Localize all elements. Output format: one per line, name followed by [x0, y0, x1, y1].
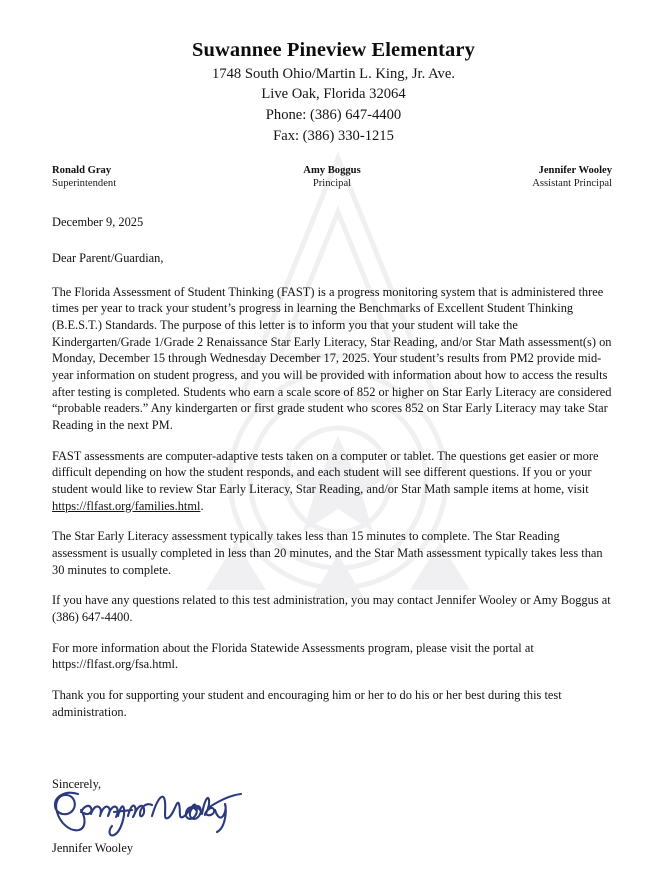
paragraph-text-tail: .	[200, 498, 204, 513]
letter-salutation: Dear Parent/Guardian,	[52, 250, 164, 265]
school-fax: Fax: (386) 330-1215	[273, 127, 394, 144]
staff-directory	[52, 164, 612, 192]
staff-title: Principal	[312, 178, 352, 190]
staff-name: Amy Boggus	[303, 164, 361, 176]
staff-assistant-principal	[425, 164, 612, 192]
paragraph-thank-you: Thank you for supporting your student and encouraging him or her to do his or her best during this test administration.	[52, 687, 562, 719]
staff-name: Jennifer Wooley	[538, 164, 613, 176]
paragraph-contact-info: If you have any questions related to this test administration, you may contact Jennifer Wooley or Amy Boggus at (386) 647-4400.	[52, 593, 611, 624]
staff-title: Assistant Principal	[532, 178, 613, 190]
staff-title: Superintendent	[52, 178, 117, 190]
families-sample-items-link[interactable]: https://flfast.org/families.html	[52, 498, 201, 513]
paragraph-text-lead: FAST assessments are computer-adaptive tests taken on a computer or tablet. The questions get easier or more difficult depending on how the student responds, and each student will see different questions. If you or your student would like to review Star Early Literacy, Star Reading, and/or Star Math sample items at home, visit	[52, 448, 599, 496]
school-name: Suwannee Pineview Elementary	[192, 39, 475, 61]
letter-date: December 9, 2025	[52, 215, 144, 230]
paragraph-assessment-durations: The Star Early Literacy assessment typically takes less than 15 minutes to complete. The Star Reading assessment is usually completed in less than 20 minutes, and the Star Math assessment typically takes less than 30 minutes to complete.	[52, 529, 603, 577]
paragraph-more-information: For more information about the Florida Statewide Assessments program, please visit the portal at https://flfast.org/fsa.html.	[52, 640, 534, 672]
staff-superintendent	[52, 164, 239, 192]
signer-name: Jennifer Wooley	[52, 841, 134, 856]
school-city-state-zip: Live Oak, Florida 32064	[261, 86, 406, 103]
school-street-address: 1748 South Ohio/Martin L. King, Jr. Ave.	[212, 65, 455, 82]
paragraph-computer-adaptive	[52, 448, 612, 515]
handwritten-signature	[48, 786, 248, 838]
closing-block	[52, 776, 667, 856]
letterhead	[0, 0, 667, 147]
staff-principal	[239, 164, 426, 192]
letter-body	[52, 191, 612, 720]
staff-name: Ronald Gray	[52, 164, 112, 176]
closing-sincerely: Sincerely,	[52, 777, 102, 792]
school-phone: Phone: (386) 647-4400	[265, 107, 402, 124]
paragraph-fast-overview: The Florida Assessment of Student Thinking (FAST) is a progress monitoring system that is administered three times per year to track your student’s progress in learning the Benchmarks of Excellent Student Thinking (B.E.S.T.) Standards. The purpose of this letter is to inform you that your student will take the Kindergarten/Grade 1/Grade 2 Renaissance Star Early Literacy, Star Reading, and/or Star Math assessment(s) on Monday, December 15 through Wednesday December 17, 2025. Your student’s results from PM2 provide mid-year information on student progress, and you will be provided with information about how to access the results after testing is completed. Students who earn a scale score of 852 or higher on Star Early Literacy are considered “probable readers.” Any kindergarten or first grade student who scores 852 on Star Early Literacy may take Star Reading in the next PM.	[52, 284, 612, 432]
